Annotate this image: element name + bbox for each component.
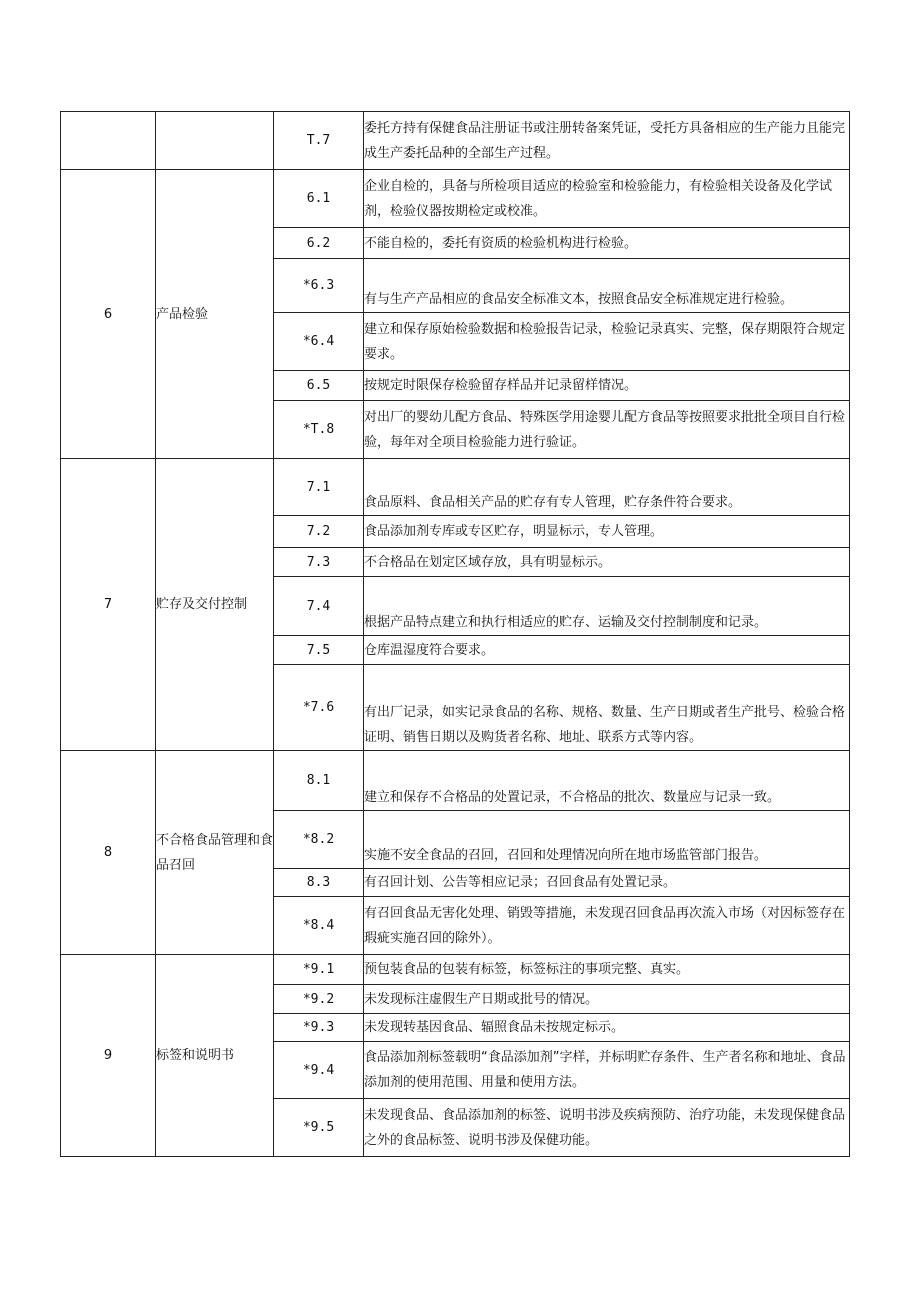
item-code: *9.3 — [274, 1014, 364, 1042]
table-row — [61, 459, 850, 516]
item-code: *9.5 — [274, 1099, 364, 1157]
item-requirement: 实施不安全食品的召回，召回和处理情况向所在地市场监管部门报告。 — [364, 811, 850, 869]
item-requirement: 未发现标注虚假生产日期或批号的情况。 — [364, 985, 850, 1014]
item-requirement: 有召回食品无害化处理、销毁等措施，未发现召回食品再次流入市场（对因标签存在瑕疵实施召回的除外）。 — [364, 897, 850, 955]
section-category — [156, 112, 274, 170]
item-code: *T.8 — [274, 401, 364, 459]
item-code: *9.4 — [274, 1042, 364, 1099]
item-requirement: 不能自检的，委托有资质的检验机构进行检验。 — [364, 228, 850, 259]
table-row — [61, 751, 850, 811]
item-requirement: 建立和保存不合格品的处置记录，不合格品的批次、数量应与记录一致。 — [364, 751, 850, 811]
item-code: *6.4 — [274, 313, 364, 371]
item-requirement: 食品添加剂标签载明“食品添加剂”字样，并标明贮存条件、生产者名称和地址、食品添加剂的使用范围、用量和使用方法。 — [364, 1042, 850, 1099]
table-row — [61, 112, 850, 170]
section-category: 贮存及交付控制 — [156, 459, 274, 751]
section-number: 9 — [61, 955, 156, 1157]
item-code: 7.5 — [274, 636, 364, 665]
item-requirement: 有与生产产品相应的食品安全标准文本，按照食品安全标准规定进行检验。 — [364, 259, 850, 313]
item-requirement: 未发现食品、食品添加剂的标签、说明书涉及疾病预防、治疗功能，未发现保健食品之外的食品标签、说明书涉及保健功能。 — [364, 1099, 850, 1157]
item-code: 6.2 — [274, 228, 364, 259]
section-category: 产品检验 — [156, 170, 274, 459]
item-requirement: 未发现转基因食品、辐照食品未按规定标示。 — [364, 1014, 850, 1042]
table-row — [61, 170, 850, 228]
item-requirement: 委托方持有保健食品注册证书或注册转备案凭证，受托方具备相应的生产能力且能完成生产委托品种的全部生产过程。 — [364, 112, 850, 170]
table-row — [61, 955, 850, 985]
inspection-table — [60, 111, 850, 1157]
item-requirement: 企业自检的，具备与所检项目适应的检验室和检验能力，有检验相关设备及化学试剂，检验仪器按期检定或校准。 — [364, 170, 850, 228]
item-requirement: 按规定时限保存检验留存样品并记录留样情况。 — [364, 371, 850, 401]
item-code: *6.3 — [274, 259, 364, 313]
item-requirement: 不合格品在划定区域存放，具有明显标示。 — [364, 548, 850, 577]
item-code: 7.1 — [274, 459, 364, 516]
item-code: *8.2 — [274, 811, 364, 869]
item-code: *9.2 — [274, 985, 364, 1014]
item-code: T.7 — [274, 112, 364, 170]
item-requirement: 仓库温湿度符合要求。 — [364, 636, 850, 665]
item-code: 6.1 — [274, 170, 364, 228]
item-code: *9.1 — [274, 955, 364, 985]
item-requirement: 有出厂记录，如实记录食品的名称、规格、数量、生产日期或者生产批号、检验合格证明、销售日期以及购货者名称、地址、联系方式等内容。 — [364, 665, 850, 751]
item-requirement: 食品原料、食品相关产品的贮存有专人管理，贮存条件符合要求。 — [364, 459, 850, 516]
item-code: 7.3 — [274, 548, 364, 577]
item-code: 7.2 — [274, 516, 364, 548]
item-requirement: 有召回计划、公告等相应记录；召回食品有处置记录。 — [364, 869, 850, 897]
section-category: 不合格食品管理和食品召回 — [156, 751, 274, 955]
section-number: 6 — [61, 170, 156, 459]
item-requirement: 对出厂的婴幼儿配方食品、特殊医学用途婴儿配方食品等按照要求批批全项目自行检验，每年对全项目检验能力进行验证。 — [364, 401, 850, 459]
item-code: 8.1 — [274, 751, 364, 811]
section-category: 标签和说明书 — [156, 955, 274, 1157]
item-code: *8.4 — [274, 897, 364, 955]
item-code: 8.3 — [274, 869, 364, 897]
section-number: 8 — [61, 751, 156, 955]
section-number — [61, 112, 156, 170]
item-requirement: 食品添加剂专库或专区贮存，明显标示，专人管理。 — [364, 516, 850, 548]
item-code: 6.5 — [274, 371, 364, 401]
section-number: 7 — [61, 459, 156, 751]
item-code: *7.6 — [274, 665, 364, 751]
item-requirement: 根据产品特点建立和执行相适应的贮存、运输及交付控制制度和记录。 — [364, 577, 850, 636]
item-requirement: 建立和保存原始检验数据和检验报告记录，检验记录真实、完整，保存期限符合规定要求。 — [364, 313, 850, 371]
item-code: 7.4 — [274, 577, 364, 636]
item-requirement: 预包装食品的包装有标签，标签标注的事项完整、真实。 — [364, 955, 850, 985]
